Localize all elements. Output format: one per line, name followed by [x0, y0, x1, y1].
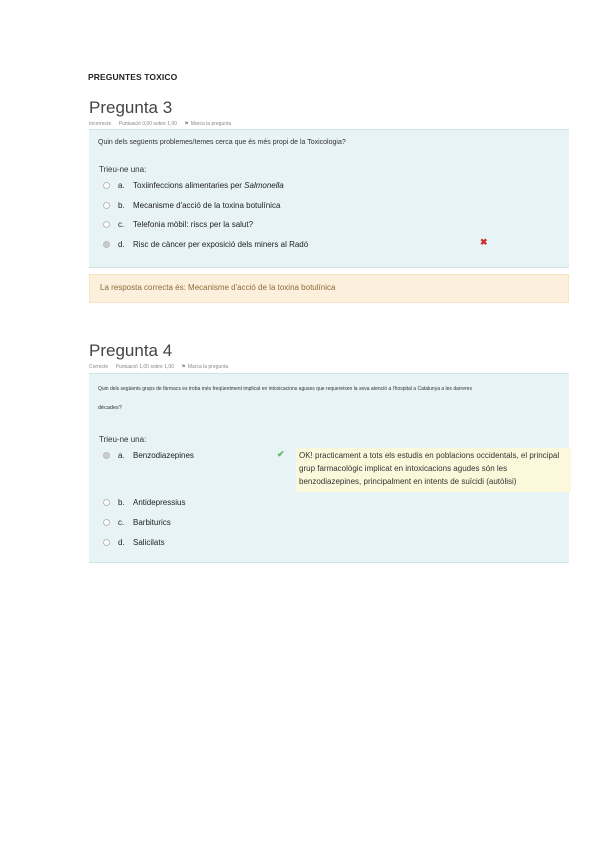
answer-option-b[interactable]: b. Antidepressius	[103, 498, 185, 507]
question-3-prompt: Trieu-ne una:	[99, 165, 147, 174]
radio-button[interactable]	[103, 499, 110, 506]
flag-question-4-link[interactable]	[181, 364, 234, 370]
question-4-title: Pregunta 4	[89, 341, 173, 360]
answer-option-c[interactable]: c. Telefonia mòbil: riscs per la salut?	[103, 220, 253, 229]
flag-question-3-link[interactable]	[184, 121, 237, 127]
answer-option-a[interactable]: a. Benzodiazepines	[103, 451, 194, 460]
question-4-status: Correcte	[89, 364, 109, 370]
radio-button-selected[interactable]	[103, 241, 110, 248]
answer-option-c[interactable]: c. Barbiturics	[103, 518, 171, 527]
document-title: PREGUNTES TOXICO	[88, 72, 178, 82]
flag-question-3-label: Marca la pregunta	[190, 121, 232, 127]
question-3-status: Incorrecte	[89, 121, 112, 127]
question-3-box	[89, 129, 569, 268]
radio-button[interactable]	[103, 221, 110, 228]
question-4-text-line1: Quin dels següents grups de fàrmacs es troba més freqüentment implicat en intoxicacions aguses que requereixen la seva atenció a l'hospital a Catalunya a les darreres	[98, 386, 472, 392]
correct-answer-feedback	[89, 274, 569, 303]
answer-option-b[interactable]: b. Mecanisme d'acció de la toxina botulínica	[103, 201, 280, 210]
radio-button[interactable]	[103, 519, 110, 526]
radio-button[interactable]	[103, 202, 110, 209]
question-3-text: Quin dels següents problemes/temes cerca que és més propi de la Toxicologia?	[98, 139, 346, 146]
check-icon: ✔	[277, 449, 285, 459]
answer-option-a[interactable]: a. Toxiinfeccions alimentaries per Salmonella	[103, 181, 284, 190]
flag-question-4-label: Marca la pregunta	[187, 364, 229, 370]
question-3-points: Puntuació 0,00 sobre 1,00	[118, 121, 178, 127]
question-4-points: Puntuació 1,00 sobre 1,00	[115, 364, 174, 370]
correct-answer-text: La resposta correcta és: Mecanisme d'acció de la toxina botulínica	[100, 283, 336, 292]
flag-icon: ⚑	[184, 121, 189, 127]
answer-option-d[interactable]: d. Risc de càncer per exposició dels miners al Radó	[103, 240, 308, 249]
radio-button-selected[interactable]	[103, 452, 110, 459]
radio-button[interactable]	[103, 539, 110, 546]
flag-icon: ⚑	[181, 364, 186, 370]
answer-option-d[interactable]: d. Salicilats	[103, 538, 165, 547]
cross-icon: ✖	[480, 237, 488, 247]
radio-button[interactable]	[103, 182, 110, 189]
question-4-prompt: Trieu-ne una:	[99, 435, 147, 444]
question-4-info	[89, 364, 240, 370]
answer-feedback: OK! practicament a tots els estudis en poblacions occidentals, el principal grup farmacològic implicat en intoxicacions agudes són les benzodiazepines, principalment en intents de suïcidi (autòlisi)	[296, 448, 571, 492]
question-4-text-line2: dècades?	[98, 405, 122, 411]
question-3-info	[89, 121, 243, 127]
question-3-title: Pregunta 3	[89, 98, 173, 117]
